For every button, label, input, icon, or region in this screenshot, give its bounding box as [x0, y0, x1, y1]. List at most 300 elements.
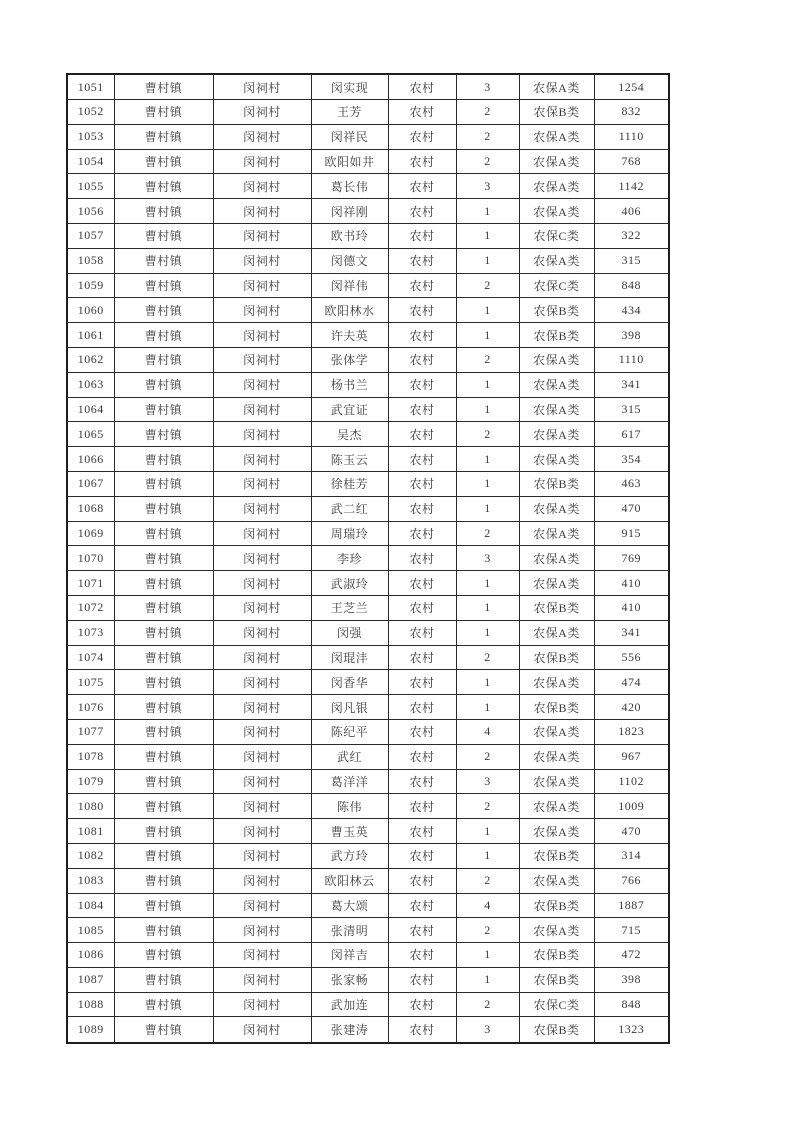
amount-cell: 410 [594, 571, 669, 596]
name-cell: 曹玉英 [311, 819, 388, 844]
residence-type-cell: 农村 [388, 918, 456, 943]
residence-type-cell: 农村 [388, 372, 456, 397]
table-row [67, 645, 669, 670]
town-cell: 曹村镇 [114, 248, 213, 273]
serial-cell: 1070 [67, 546, 114, 571]
serial-cell: 1074 [67, 645, 114, 670]
household-count-cell: 4 [456, 893, 519, 918]
insurance-class-cell: 农保A类 [519, 620, 594, 645]
table-row [67, 744, 669, 769]
household-count-cell: 1 [456, 223, 519, 248]
residence-type-cell: 农村 [388, 595, 456, 620]
household-count-cell: 1 [456, 496, 519, 521]
town-cell: 曹村镇 [114, 521, 213, 546]
town-cell: 曹村镇 [114, 397, 213, 422]
residence-type-cell: 农村 [388, 149, 456, 174]
serial-cell: 1062 [67, 347, 114, 372]
serial-cell: 1076 [67, 695, 114, 720]
household-count-cell: 1 [456, 199, 519, 224]
household-count-cell: 1 [456, 248, 519, 273]
insurance-class-cell: 农保A类 [519, 496, 594, 521]
amount-cell: 766 [594, 868, 669, 893]
village-cell: 闵祠村 [213, 546, 311, 571]
serial-cell: 1079 [67, 769, 114, 794]
table-row [67, 695, 669, 720]
household-count-cell: 2 [456, 100, 519, 125]
town-cell: 曹村镇 [114, 149, 213, 174]
town-cell: 曹村镇 [114, 794, 213, 819]
household-count-cell: 2 [456, 422, 519, 447]
amount-cell: 420 [594, 695, 669, 720]
household-count-cell: 1 [456, 571, 519, 596]
amount-cell: 848 [594, 273, 669, 298]
insurance-class-cell: 农保A类 [519, 521, 594, 546]
household-count-cell: 2 [456, 918, 519, 943]
town-cell: 曹村镇 [114, 74, 213, 100]
residence-type-cell: 农村 [388, 769, 456, 794]
village-cell: 闵祠村 [213, 620, 311, 645]
village-cell: 闵祠村 [213, 670, 311, 695]
serial-cell: 1067 [67, 471, 114, 496]
serial-cell: 1056 [67, 199, 114, 224]
amount-cell: 617 [594, 422, 669, 447]
insurance-class-cell: 农保A类 [519, 422, 594, 447]
name-cell: 葛长伟 [311, 174, 388, 199]
village-cell: 闵祠村 [213, 298, 311, 323]
amount-cell: 1823 [594, 719, 669, 744]
name-cell: 欧书玲 [311, 223, 388, 248]
residence-type-cell: 农村 [388, 967, 456, 992]
serial-cell: 1064 [67, 397, 114, 422]
village-cell: 闵祠村 [213, 943, 311, 968]
household-count-cell: 1 [456, 843, 519, 868]
table-row [67, 174, 669, 199]
town-cell: 曹村镇 [114, 174, 213, 199]
residence-type-cell: 农村 [388, 992, 456, 1017]
table-row [67, 546, 669, 571]
residence-type-cell: 农村 [388, 298, 456, 323]
amount-cell: 915 [594, 521, 669, 546]
amount-cell: 322 [594, 223, 669, 248]
table-row [67, 496, 669, 521]
residence-type-cell: 农村 [388, 695, 456, 720]
name-cell: 武方玲 [311, 843, 388, 868]
residence-type-cell: 农村 [388, 546, 456, 571]
amount-cell: 1110 [594, 347, 669, 372]
town-cell: 曹村镇 [114, 843, 213, 868]
serial-cell: 1061 [67, 323, 114, 348]
serial-cell: 1075 [67, 670, 114, 695]
insurance-class-cell: 农保A类 [519, 769, 594, 794]
insurance-class-cell: 农保A类 [519, 571, 594, 596]
serial-cell: 1051 [67, 74, 114, 100]
village-cell: 闵祠村 [213, 868, 311, 893]
insurance-class-cell: 农保B类 [519, 323, 594, 348]
name-cell: 陈纪平 [311, 719, 388, 744]
town-cell: 曹村镇 [114, 471, 213, 496]
village-cell: 闵祠村 [213, 124, 311, 149]
household-count-cell: 1 [456, 819, 519, 844]
table-row [67, 397, 669, 422]
name-cell: 陈伟 [311, 794, 388, 819]
insurance-class-cell: 农保C类 [519, 992, 594, 1017]
village-cell: 闵祠村 [213, 397, 311, 422]
table-row [67, 100, 669, 125]
household-count-cell: 1 [456, 447, 519, 472]
household-count-cell: 1 [456, 695, 519, 720]
residence-type-cell: 农村 [388, 323, 456, 348]
table-row [67, 471, 669, 496]
serial-cell: 1072 [67, 595, 114, 620]
town-cell: 曹村镇 [114, 199, 213, 224]
town-cell: 曹村镇 [114, 323, 213, 348]
village-cell: 闵祠村 [213, 174, 311, 199]
table-row [67, 422, 669, 447]
village-cell: 闵祠村 [213, 645, 311, 670]
residence-type-cell: 农村 [388, 397, 456, 422]
table-row [67, 74, 669, 100]
insurance-class-cell: 农保A类 [519, 868, 594, 893]
town-cell: 曹村镇 [114, 893, 213, 918]
insurance-class-cell: 农保B类 [519, 595, 594, 620]
table-row [67, 149, 669, 174]
town-cell: 曹村镇 [114, 695, 213, 720]
household-count-cell: 2 [456, 744, 519, 769]
amount-cell: 832 [594, 100, 669, 125]
residence-type-cell: 农村 [388, 645, 456, 670]
amount-cell: 354 [594, 447, 669, 472]
town-cell: 曹村镇 [114, 347, 213, 372]
residence-type-cell: 农村 [388, 347, 456, 372]
name-cell: 闵德文 [311, 248, 388, 273]
table-row [67, 819, 669, 844]
household-count-cell: 2 [456, 992, 519, 1017]
amount-cell: 315 [594, 248, 669, 273]
village-cell: 闵祠村 [213, 571, 311, 596]
insurance-class-cell: 农保A类 [519, 794, 594, 819]
village-cell: 闵祠村 [213, 248, 311, 273]
insurance-class-cell: 农保B类 [519, 645, 594, 670]
residence-type-cell: 农村 [388, 174, 456, 199]
amount-cell: 556 [594, 645, 669, 670]
town-cell: 曹村镇 [114, 124, 213, 149]
residence-type-cell: 农村 [388, 571, 456, 596]
insurance-class-cell: 农保B类 [519, 100, 594, 125]
amount-cell: 1102 [594, 769, 669, 794]
residence-type-cell: 农村 [388, 1017, 456, 1043]
serial-cell: 1073 [67, 620, 114, 645]
name-cell: 闵凡银 [311, 695, 388, 720]
serial-cell: 1059 [67, 273, 114, 298]
town-cell: 曹村镇 [114, 223, 213, 248]
town-cell: 曹村镇 [114, 546, 213, 571]
village-cell: 闵祠村 [213, 843, 311, 868]
village-cell: 闵祠村 [213, 74, 311, 100]
insurance-class-cell: 农保B类 [519, 943, 594, 968]
name-cell: 武淑玲 [311, 571, 388, 596]
insurance-class-cell: 农保A类 [519, 918, 594, 943]
serial-cell: 1068 [67, 496, 114, 521]
village-cell: 闵祠村 [213, 199, 311, 224]
name-cell: 许夫英 [311, 323, 388, 348]
village-cell: 闵祠村 [213, 819, 311, 844]
insurance-class-cell: 农保B类 [519, 471, 594, 496]
amount-cell: 398 [594, 967, 669, 992]
town-cell: 曹村镇 [114, 943, 213, 968]
table-row [67, 943, 669, 968]
village-cell: 闵祠村 [213, 1017, 311, 1043]
name-cell: 陈玉云 [311, 447, 388, 472]
name-cell: 欧阳林云 [311, 868, 388, 893]
amount-cell: 848 [594, 992, 669, 1017]
table-row [67, 298, 669, 323]
name-cell: 闵香华 [311, 670, 388, 695]
serial-cell: 1052 [67, 100, 114, 125]
table-row [67, 918, 669, 943]
name-cell: 杨书兰 [311, 372, 388, 397]
village-cell: 闵祠村 [213, 719, 311, 744]
household-count-cell: 2 [456, 149, 519, 174]
residence-type-cell: 农村 [388, 223, 456, 248]
village-cell: 闵祠村 [213, 521, 311, 546]
town-cell: 曹村镇 [114, 967, 213, 992]
insurance-class-cell: 农保A类 [519, 719, 594, 744]
name-cell: 张清明 [311, 918, 388, 943]
village-cell: 闵祠村 [213, 372, 311, 397]
table-row [67, 794, 669, 819]
household-count-cell: 1 [456, 323, 519, 348]
village-cell: 闵祠村 [213, 447, 311, 472]
insurance-class-cell: 农保B类 [519, 967, 594, 992]
name-cell: 武宜证 [311, 397, 388, 422]
town-cell: 曹村镇 [114, 447, 213, 472]
household-count-cell: 2 [456, 868, 519, 893]
household-count-cell: 1 [456, 620, 519, 645]
village-cell: 闵祠村 [213, 471, 311, 496]
residence-type-cell: 农村 [388, 620, 456, 645]
serial-cell: 1060 [67, 298, 114, 323]
table-row [67, 868, 669, 893]
household-count-cell: 3 [456, 546, 519, 571]
insurance-class-cell: 农保A类 [519, 248, 594, 273]
town-cell: 曹村镇 [114, 868, 213, 893]
village-cell: 闵祠村 [213, 967, 311, 992]
serial-cell: 1078 [67, 744, 114, 769]
village-cell: 闵祠村 [213, 273, 311, 298]
name-cell: 张建涛 [311, 1017, 388, 1043]
table-row [67, 670, 669, 695]
town-cell: 曹村镇 [114, 100, 213, 125]
name-cell: 徐桂芳 [311, 471, 388, 496]
household-count-cell: 2 [456, 273, 519, 298]
amount-cell: 341 [594, 372, 669, 397]
serial-cell: 1086 [67, 943, 114, 968]
amount-cell: 410 [594, 595, 669, 620]
serial-cell: 1066 [67, 447, 114, 472]
town-cell: 曹村镇 [114, 496, 213, 521]
serial-cell: 1081 [67, 819, 114, 844]
residence-type-cell: 农村 [388, 819, 456, 844]
serial-cell: 1054 [67, 149, 114, 174]
residence-type-cell: 农村 [388, 273, 456, 298]
town-cell: 曹村镇 [114, 819, 213, 844]
insurance-class-cell: 农保A类 [519, 670, 594, 695]
serial-cell: 1088 [67, 992, 114, 1017]
serial-cell: 1080 [67, 794, 114, 819]
table-row [67, 347, 669, 372]
amount-cell: 341 [594, 620, 669, 645]
village-cell: 闵祠村 [213, 595, 311, 620]
amount-cell: 1887 [594, 893, 669, 918]
amount-cell: 398 [594, 323, 669, 348]
amount-cell: 768 [594, 149, 669, 174]
town-cell: 曹村镇 [114, 719, 213, 744]
table-row [67, 595, 669, 620]
insurance-class-cell: 农保A类 [519, 174, 594, 199]
insurance-class-cell: 农保C类 [519, 223, 594, 248]
amount-cell: 967 [594, 744, 669, 769]
town-cell: 曹村镇 [114, 571, 213, 596]
residence-type-cell: 农村 [388, 124, 456, 149]
village-cell: 闵祠村 [213, 347, 311, 372]
serial-cell: 1077 [67, 719, 114, 744]
residence-type-cell: 农村 [388, 422, 456, 447]
insurance-class-cell: 农保C类 [519, 273, 594, 298]
insurance-class-cell: 农保A类 [519, 199, 594, 224]
serial-cell: 1053 [67, 124, 114, 149]
name-cell: 武加连 [311, 992, 388, 1017]
residence-type-cell: 农村 [388, 868, 456, 893]
village-cell: 闵祠村 [213, 769, 311, 794]
name-cell: 张体学 [311, 347, 388, 372]
name-cell: 闵实现 [311, 74, 388, 100]
table-row [67, 769, 669, 794]
insurance-class-cell: 农保A类 [519, 149, 594, 174]
village-cell: 闵祠村 [213, 992, 311, 1017]
table-row [67, 273, 669, 298]
town-cell: 曹村镇 [114, 744, 213, 769]
village-cell: 闵祠村 [213, 100, 311, 125]
amount-cell: 315 [594, 397, 669, 422]
amount-cell: 406 [594, 199, 669, 224]
table-body [67, 74, 669, 1043]
town-cell: 曹村镇 [114, 670, 213, 695]
serial-cell: 1084 [67, 893, 114, 918]
name-cell: 张家畅 [311, 967, 388, 992]
household-count-cell: 1 [456, 397, 519, 422]
household-count-cell: 1 [456, 595, 519, 620]
household-count-cell: 2 [456, 645, 519, 670]
serial-cell: 1058 [67, 248, 114, 273]
household-count-cell: 3 [456, 174, 519, 199]
table-row [67, 571, 669, 596]
amount-cell: 1009 [594, 794, 669, 819]
village-cell: 闵祠村 [213, 323, 311, 348]
residence-type-cell: 农村 [388, 447, 456, 472]
serial-cell: 1055 [67, 174, 114, 199]
amount-cell: 470 [594, 496, 669, 521]
amount-cell: 434 [594, 298, 669, 323]
table-row [67, 719, 669, 744]
insurance-class-cell: 农保B类 [519, 695, 594, 720]
table-row [67, 843, 669, 868]
amount-cell: 715 [594, 918, 669, 943]
table-row [67, 521, 669, 546]
household-count-cell: 1 [456, 670, 519, 695]
village-cell: 闵祠村 [213, 496, 311, 521]
insurance-class-cell: 农保A类 [519, 744, 594, 769]
amount-cell: 769 [594, 546, 669, 571]
insurance-class-cell: 农保B类 [519, 843, 594, 868]
name-cell: 王芳 [311, 100, 388, 125]
residence-type-cell: 农村 [388, 74, 456, 100]
insurance-class-cell: 农保A类 [519, 546, 594, 571]
town-cell: 曹村镇 [114, 422, 213, 447]
table-row [67, 223, 669, 248]
insurance-class-cell: 农保A类 [519, 347, 594, 372]
serial-cell: 1089 [67, 1017, 114, 1043]
household-count-cell: 1 [456, 967, 519, 992]
insurance-class-cell: 农保A类 [519, 447, 594, 472]
serial-cell: 1087 [67, 967, 114, 992]
household-count-cell: 1 [456, 298, 519, 323]
village-cell: 闵祠村 [213, 223, 311, 248]
serial-cell: 1071 [67, 571, 114, 596]
amount-cell: 472 [594, 943, 669, 968]
name-cell: 王芝兰 [311, 595, 388, 620]
name-cell: 欧阳如井 [311, 149, 388, 174]
serial-cell: 1065 [67, 422, 114, 447]
benefits-table [66, 73, 670, 1044]
name-cell: 闵琨沣 [311, 645, 388, 670]
household-count-cell: 4 [456, 719, 519, 744]
table-row [67, 967, 669, 992]
name-cell: 闵祥吉 [311, 943, 388, 968]
village-cell: 闵祠村 [213, 149, 311, 174]
table-row [67, 199, 669, 224]
village-cell: 闵祠村 [213, 918, 311, 943]
town-cell: 曹村镇 [114, 1017, 213, 1043]
insurance-class-cell: 农保B类 [519, 893, 594, 918]
residence-type-cell: 农村 [388, 893, 456, 918]
serial-cell: 1069 [67, 521, 114, 546]
table-row [67, 323, 669, 348]
residence-type-cell: 农村 [388, 794, 456, 819]
household-count-cell: 1 [456, 471, 519, 496]
table-row [67, 1017, 669, 1043]
household-count-cell: 3 [456, 74, 519, 100]
serial-cell: 1083 [67, 868, 114, 893]
table-row [67, 620, 669, 645]
town-cell: 曹村镇 [114, 645, 213, 670]
amount-cell: 1323 [594, 1017, 669, 1043]
insurance-class-cell: 农保A类 [519, 124, 594, 149]
town-cell: 曹村镇 [114, 298, 213, 323]
household-count-cell: 2 [456, 521, 519, 546]
name-cell: 欧阳林水 [311, 298, 388, 323]
town-cell: 曹村镇 [114, 273, 213, 298]
town-cell: 曹村镇 [114, 595, 213, 620]
household-count-cell: 1 [456, 372, 519, 397]
household-count-cell: 3 [456, 769, 519, 794]
insurance-class-cell: 农保A类 [519, 372, 594, 397]
residence-type-cell: 农村 [388, 670, 456, 695]
name-cell: 李珍 [311, 546, 388, 571]
name-cell: 吴杰 [311, 422, 388, 447]
name-cell: 闵祥刚 [311, 199, 388, 224]
table-row [67, 372, 669, 397]
table-row [67, 447, 669, 472]
